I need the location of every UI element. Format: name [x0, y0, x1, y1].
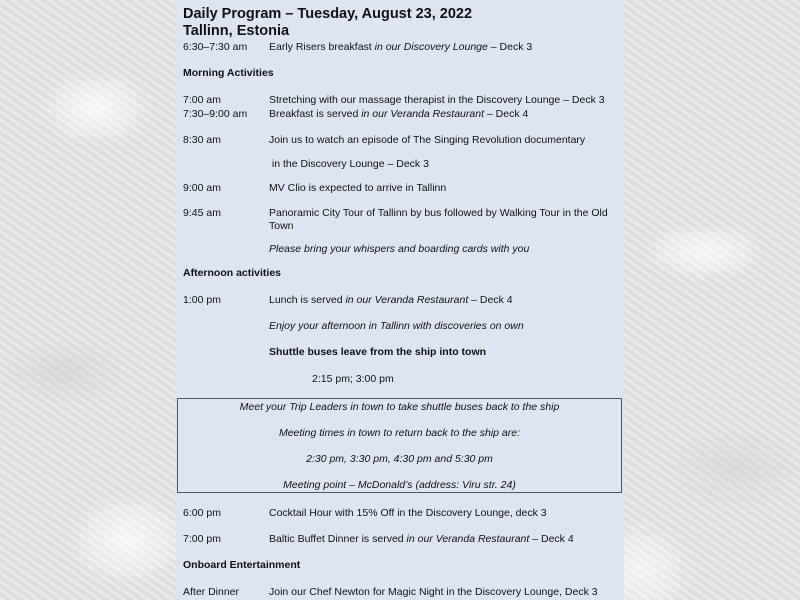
breakfast-description: Breakfast is served in our Veranda Restaurant – Deck 4	[269, 108, 529, 120]
arrival-description: MV Clio is expected to arrive in Tallinn	[269, 182, 447, 194]
early-breakfast-description: Early Risers breakfast in our Discovery Lounge – Deck 3	[269, 41, 533, 53]
notice-line-meeting-times-intro: Meeting times in town to return back to the ship are:	[278, 427, 521, 439]
afternoon-activities-heading: Afternoon activities	[183, 267, 282, 279]
stretching-time: 7:00 am	[183, 94, 221, 106]
breakfast-time: 7:30–9:00 am	[183, 108, 248, 120]
dinner-description: Baltic Buffet Dinner is served in our Veranda Restaurant – Deck 4	[269, 533, 574, 545]
lunch-description: Lunch is served in our Veranda Restaurant – Deck 4	[269, 294, 513, 306]
tour-note: Please bring your whispers and boarding cards with you	[269, 243, 530, 255]
dinner-venue: in our Veranda Restaurant	[406, 533, 530, 545]
magic-night-description: Join our Chef Newton for Magic Night in the Discovery Lounge, Deck 3	[269, 586, 598, 598]
documentary-description: Join us to watch an episode of The Singing Revolution documentary	[269, 134, 586, 146]
city-tour-description: Panoramic City Tour of Tallinn by bus followed by Walking Tour in the Old Town	[269, 207, 608, 232]
stretching-description: Stretching with our massage therapist in the Discovery Lounge – Deck 3	[269, 94, 605, 106]
daily-program-page	[176, 0, 624, 600]
cocktail-hour-description: Cocktail Hour with 15% Off in the Discovery Lounge, deck 3	[269, 507, 547, 519]
lunch-venue: in our Veranda Restaurant	[345, 294, 469, 306]
city-tour-time: 9:45 am	[183, 207, 221, 219]
onboard-entertainment-heading: Onboard Entertainment	[183, 559, 301, 571]
page-title: Daily Program – Tuesday, August 23, 2022	[183, 6, 473, 22]
morning-activities-heading: Morning Activities	[183, 67, 274, 79]
shuttle-times: 2:15 pm; 3:00 pm	[312, 373, 394, 385]
magic-night-time: After Dinner	[183, 586, 240, 598]
early-breakfast-venue: in our Discovery Lounge	[374, 41, 488, 53]
documentary-time: 8:30 am	[183, 134, 221, 146]
shuttle-heading: Shuttle buses leave from the ship into town	[269, 346, 487, 358]
afternoon-free-note: Enjoy your afternoon in Tallinn with discoveries on own	[269, 320, 524, 332]
early-breakfast-time: 6:30–7:30 am	[183, 41, 248, 53]
dinner-time: 7:00 pm	[183, 533, 221, 545]
notice-line-meeting-point: Meeting point – McDonald’s (address: Viru str. 24)	[283, 479, 516, 491]
cocktail-hour-time: 6:00 pm	[183, 507, 221, 519]
shuttle-return-notice-box	[177, 398, 622, 493]
location-title: Tallinn, Estonia	[183, 23, 290, 39]
documentary-location: in the Discovery Lounge – Deck 3	[269, 158, 429, 170]
notice-line-trip-leaders: Meet your Trip Leaders in town to take shuttle buses back to the ship	[239, 401, 560, 413]
lunch-time: 1:00 pm	[183, 294, 221, 306]
notice-line-meeting-times: 2:30 pm, 3:30 pm, 4:30 pm and 5:30 pm	[306, 453, 493, 465]
arrival-time: 9:00 am	[183, 182, 221, 194]
breakfast-venue: in our Veranda Restaurant	[361, 108, 484, 120]
